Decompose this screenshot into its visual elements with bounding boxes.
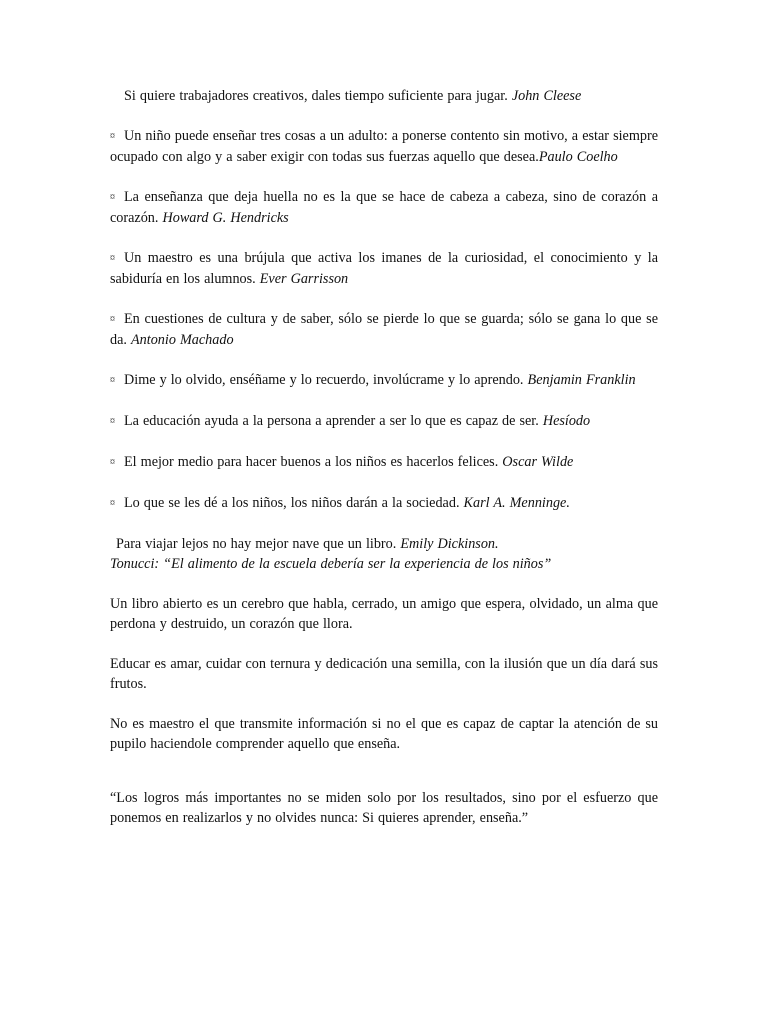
paragraph-libro: Un libro abierto es un cerebro que habla, cerrado, un amigo que espera, olvidado, un alma que perdona y destruido, un corazón que llora. bbox=[110, 596, 658, 632]
quote-item bbox=[110, 370, 658, 391]
quote-author: Emily Dickinson. bbox=[400, 536, 499, 552]
bullet-glyph: ¤ bbox=[110, 457, 115, 468]
quote-text: Para viajar lejos no hay mejor nave que un libro. bbox=[116, 536, 397, 552]
bullet-glyph: ¤ bbox=[110, 498, 115, 509]
quote-item bbox=[110, 493, 658, 514]
quote-author: Karl A. Menninge. bbox=[463, 495, 570, 511]
paragraph-educar: Educar es amar, cuidar con ternura y dedicación una semilla, con la ilusión que un día dará sus frutos. bbox=[110, 656, 658, 692]
bullet-glyph: ¤ bbox=[110, 314, 115, 325]
quote-author: Oscar Wilde bbox=[502, 454, 574, 470]
closing-quote: “Los logros más importantes no se miden solo por los resultados, sino por el esfuerzo que ponemos en realizarlos y no olvides nunca: Si quieres aprender, enseña.” bbox=[110, 790, 658, 826]
tonucci-quote: Tonucci: “El alimento de la escuela debería ser la experiencia de los niños” bbox=[110, 556, 552, 572]
quote-author: Benjamin Franklin bbox=[527, 372, 636, 388]
quote-item bbox=[110, 248, 658, 289]
quote-item bbox=[110, 126, 658, 167]
quote-text: Lo que se les dé a los niños, los niños darán a la sociedad. bbox=[124, 495, 460, 511]
quote-author: Hesíodo bbox=[542, 413, 591, 429]
quote-author: Antonio Machado bbox=[131, 332, 234, 348]
document-page bbox=[110, 86, 658, 828]
bullet-glyph: ¤ bbox=[110, 253, 115, 264]
bullet-glyph: ¤ bbox=[110, 375, 115, 386]
quote-item bbox=[110, 411, 658, 432]
bullet-glyph: ¤ bbox=[110, 192, 115, 203]
quote-item bbox=[110, 86, 658, 106]
bullet-glyph: ¤ bbox=[110, 416, 115, 427]
quote-author: Howard G. Hendricks bbox=[162, 210, 289, 226]
quote-text: Un niño puede enseñar tres cosas a un adulto: a ponerse contento sin motivo, a estar siempre ocupado con algo y a saber exigir con todas sus fuerzas aquello que desea. bbox=[110, 128, 658, 165]
quote-author: Paulo Coelho bbox=[538, 149, 618, 165]
bullet-glyph: ¤ bbox=[110, 131, 115, 142]
quote-author: John Cleese bbox=[511, 88, 582, 104]
quote-item bbox=[110, 187, 658, 228]
quote-item bbox=[110, 309, 658, 350]
quote-item bbox=[110, 452, 658, 473]
quote-text: Dime y lo olvido, enséñame y lo recuerdo, involúcrame y lo aprendo. bbox=[124, 372, 524, 388]
quote-text: El mejor medio para hacer buenos a los niños es hacerlos felices. bbox=[124, 454, 499, 470]
paragraph-maestro: No es maestro el que transmite información si no el que es capaz de captar la atención de su pupilo haciendole comprender aquello que enseña. bbox=[110, 716, 658, 752]
quote-author: Ever Garrisson bbox=[259, 271, 349, 287]
quote-text: En cuestiones de cultura y de saber, sólo se pierde lo que se guarda; sólo se gana lo que se da. bbox=[110, 311, 658, 348]
dickinson-quote bbox=[110, 534, 658, 554]
quote-text: La enseñanza que deja huella no es la que se hace de cabeza a cabeza, sino de corazón a corazón. bbox=[110, 189, 658, 226]
quote-text: Un maestro es una brújula que activa los imanes de la curiosidad, el conocimiento y la sabiduría en los alumnos. bbox=[110, 250, 658, 287]
quote-text: Si quiere trabajadores creativos, dales tiempo suficiente para jugar. bbox=[124, 88, 508, 104]
quote-text: La educación ayuda a la persona a aprender a ser lo que es capaz de ser. bbox=[124, 413, 539, 429]
